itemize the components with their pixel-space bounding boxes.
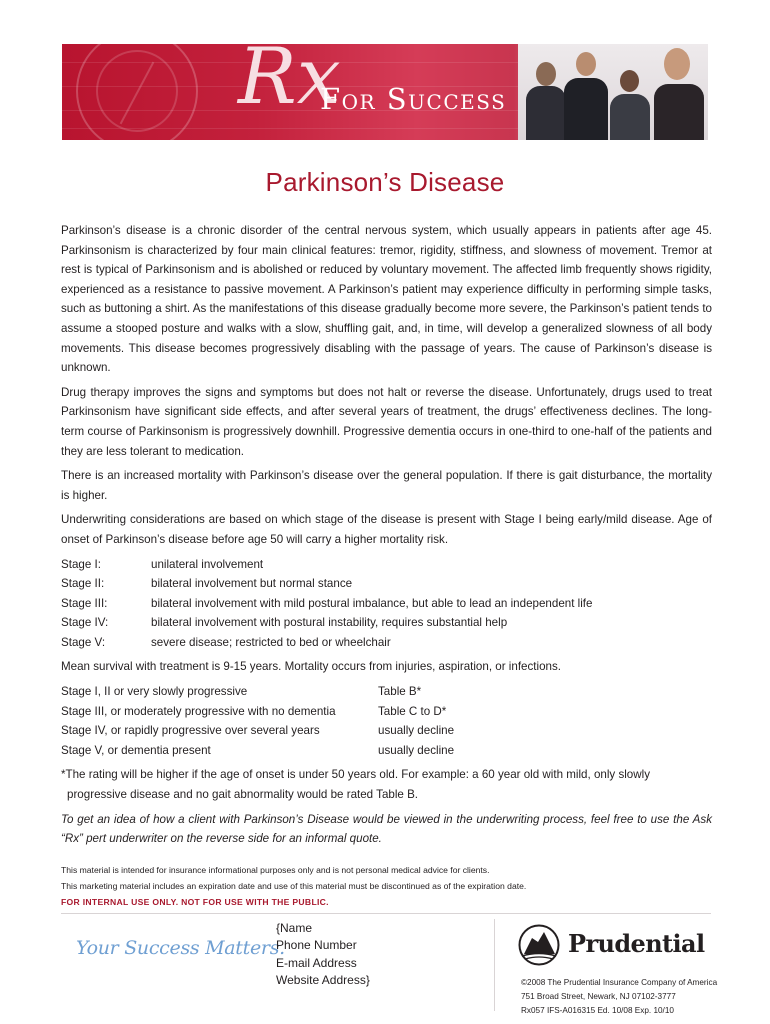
stage-description: bilateral involvement but normal stance [151,577,353,591]
stage-row [61,633,712,653]
rating-value: Table C to D* [378,704,447,718]
footer-divider [494,919,495,1011]
rock-of-gibraltar-icon [518,924,560,966]
stage-description: bilateral involvement with mild postural imbalance, but able to lead an independent life [151,596,593,610]
rating-footnote [61,765,712,804]
paragraph-overview: Parkinson’s disease is a chronic disorder of the central nervous system, which usually appears in patients after age 45. Parkinsonism is characterized by four main clinical features: tremor, rigidity, stiffness, and slowness of movement. Tremor at rest is typical of Parkinsonism and is abolished or reduced by voluntary movement. The affected limb frequently shows rigidity, experienced as a resistance to passive movement. A Parkinson’s patient may experience difficulty in performing simple tasks, such as buttoning a shirt. As the manifestations of this disease gradually become more severe, the Parkinson’s patient tends to assume a stooped posture and walks with a slow, shuffling gait, and, in time, will develop a generalized slowness of all body movements. This disease becomes progressively disabling with the passage of years. The cause of Parkinson’s disease is unknown. [61,224,712,375]
article-body [61,221,712,854]
ask-rx-pert-note: To get an idea of how a client with Parkinson’s Disease would be viewed in the underwriting process, feel free to use the Ask “Rx” pert underwriter on the reverse side for an informal quote. [61,812,712,846]
rating-condition: Stage V, or dementia present [61,743,211,757]
contact-email: E-mail Address [276,955,357,970]
rating-footnote-line1: *The rating will be higher if the age of onset is under 50 years old. For example: a 60 year old with mild, only slowly [61,768,651,782]
paragraph-drug-therapy: Drug therapy improves the signs and symptoms but does not halt or reverse the disease. Unfortunately, drugs used to treat Parkinsonism have significant side effects, and after several years of treatment, the drugs’ effectiveness declines. The long-term course of Parkinsonism is progressively downhill. Progressive dementia occurs in one-third to one-half of the patients and they are less tolerant to medication. [61,385,712,458]
address-line: 751 Broad Street, Newark, NJ 07102-3777 [521,991,676,1001]
stage-row [61,594,712,614]
stage-label: Stage IV: [61,616,109,630]
rating-table [61,682,712,760]
copyright-line: ©2008 The Prudential Insurance Company of America [521,978,718,987]
stage-description: bilateral involvement with postural instability, requires substantial help [151,616,508,630]
rating-value: usually decline [378,743,455,757]
contact-phone: Phone Number [276,938,357,953]
header-banner [62,44,708,140]
rating-footnote-line2: progressive disease and no gait abnormality would be rated Table B. [67,788,419,802]
stage-list [61,555,712,653]
stage-row [61,613,712,633]
stage-label: Stage II: [61,577,105,591]
rating-value: usually decline [378,724,455,738]
paragraph-mortality: There is an increased mortality with Parkinson’s disease over the general population. If there is gait disturbance, the mortality is higher. [61,469,712,502]
prudential-logo-text: Prudential [568,929,705,958]
stage-label: Stage V: [61,635,106,649]
rating-row [61,721,712,741]
stage-label: Stage I: [61,557,101,571]
disclaimer-line2: This marketing material includes an expiration date and use of this material must be discontinued as of the expiration date. [61,880,527,891]
banner-title: For Success [320,82,507,116]
divider [61,913,711,914]
company-info [521,976,717,1017]
stage-description: severe disease; restricted to bed or wheelchair [151,635,391,649]
survival-text: Mean survival with treatment is 9-15 years. Mortality occurs from injuries, aspiration, or infections. [61,660,562,674]
rating-value: Table B* [378,685,422,699]
disclaimer [61,863,711,911]
contact-name: {Name [276,921,313,935]
rating-row [61,741,712,761]
form-number-line: Rx057 IFS-A016315 Ed. 10/08 Exp. 10/10 [521,1005,674,1015]
stage-description: unilateral involvement [151,557,264,571]
stage-row [61,574,712,594]
rating-row [61,682,712,702]
disclaimer-line1: This material is intended for insurance informational purposes only and is not personal medical advice for clients. [61,865,490,875]
rx-logo: Rx [238,44,341,122]
contact-website: Website Address} [276,972,370,987]
tagline: Your Success Matters. [76,937,285,959]
rating-condition: Stage IV, or rapidly progressive over several years [61,724,320,738]
rating-condition: Stage III, or moderately progressive with no dementia [61,704,336,718]
page-title: Parkinson’s Disease [265,167,505,197]
paragraph-underwriting: Underwriting considerations are based on which stage of the disease is present with Stage I being early/mild disease. Age of onset of Parkinson’s disease before age 50 will carry a higher mortality risk. [61,513,712,546]
rating-condition: Stage I, II or very slowly progressive [61,685,248,699]
contact-block [276,920,370,989]
stage-row [61,555,712,575]
rating-row [61,702,712,722]
internal-use-warning: FOR INTERNAL USE ONLY. NOT FOR USE WITH THE PUBLIC. [61,897,329,907]
stage-label: Stage III: [61,596,108,610]
business-people-photo [518,44,708,140]
